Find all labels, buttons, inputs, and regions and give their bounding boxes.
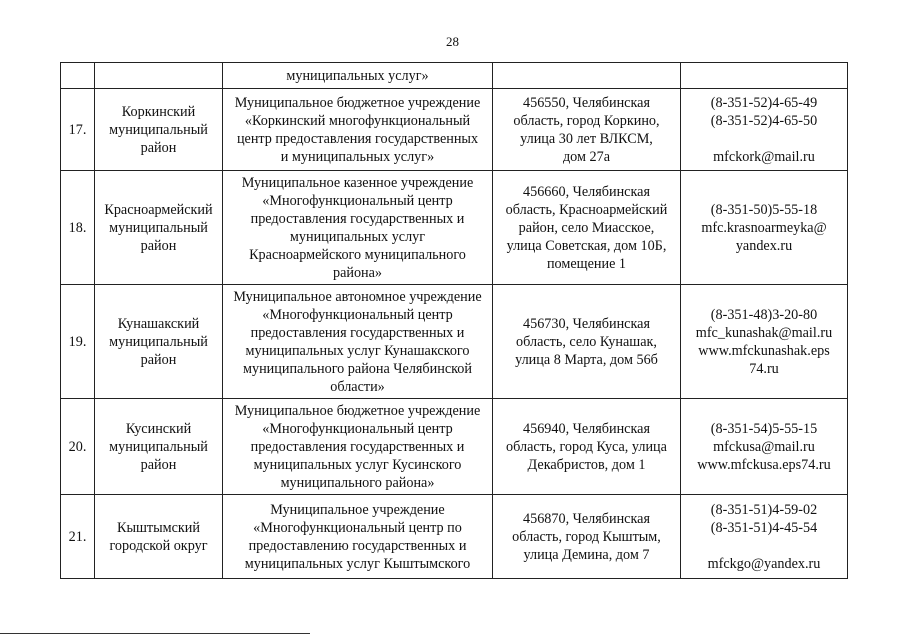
- cell-address: [493, 63, 681, 89]
- cell-area: [95, 495, 223, 579]
- contact-line: www.mfckusa.eps74.ru: [697, 456, 831, 473]
- table-row: [61, 89, 848, 171]
- cell-num: [61, 399, 95, 495]
- organization-line: муниципальных услуг Кунашакского: [245, 342, 470, 359]
- address-line: 456940, Челябинская: [523, 420, 650, 437]
- organization-line: «Многофункциональный центр: [262, 192, 453, 209]
- area-line: городской округ: [109, 537, 208, 554]
- area-line: муниципальный: [109, 438, 208, 455]
- cell-contacts: [681, 399, 848, 495]
- organization-line: муниципального района Челябинской: [243, 360, 472, 377]
- cell-num: [61, 495, 95, 579]
- area-line: район: [140, 456, 177, 473]
- cell-contacts: [681, 495, 848, 579]
- cell-contacts: [681, 63, 848, 89]
- organization-line: Муниципальное автономное учреждение: [233, 288, 482, 305]
- area-line: муниципальный: [109, 121, 208, 138]
- address-line: 456550, Челябинская: [523, 94, 650, 111]
- table-row: [61, 285, 848, 399]
- cell-area: [95, 89, 223, 171]
- organization-line: предоставления государственных и: [250, 324, 465, 341]
- area-line: район: [140, 351, 177, 368]
- contact-line: www.mfckunashak.eps: [698, 342, 830, 359]
- contact-line: mfc.krasnoarmeyka@: [701, 219, 827, 236]
- cell-address: [493, 285, 681, 399]
- organization-line: предоставления государственных и: [250, 210, 465, 227]
- area-line: муниципальный: [109, 219, 208, 236]
- contact-line: 74.ru: [749, 360, 779, 377]
- area-line: район: [140, 237, 177, 254]
- page-number: 28: [446, 34, 459, 49]
- cell-area: [95, 285, 223, 399]
- organization-line: «Многофункциональный центр: [262, 306, 453, 323]
- blank-line: [683, 537, 845, 555]
- area-line: Кыштымский: [116, 519, 200, 536]
- mfc-registry-table: [60, 62, 848, 579]
- address-line: область, Красноармейский: [505, 201, 668, 218]
- organization-line: Муниципальное казенное учреждение: [241, 174, 474, 191]
- area-line: Кунашакский: [117, 315, 200, 332]
- organization-line: Муниципальное бюджетное учреждение: [234, 402, 481, 419]
- contact-line: (8-351-50)5-55-18: [710, 201, 818, 218]
- address-line: 456870, Челябинская: [523, 510, 650, 527]
- cell-address: [493, 495, 681, 579]
- organization-line: «Многофункциональный центр: [262, 420, 453, 437]
- organization-line: предоставлению государственных и: [248, 537, 467, 554]
- contact-line: mfckgo@yandex.ru: [707, 555, 821, 572]
- organization-line: муниципального района»: [280, 474, 435, 491]
- area-line: муниципальный: [109, 333, 208, 350]
- cell-organization: [223, 495, 493, 579]
- address-line: помещение 1: [546, 255, 627, 272]
- address-line: 456730, Челябинская: [523, 315, 650, 332]
- cell-num: [61, 89, 95, 171]
- table-row: [61, 495, 848, 579]
- contact-line: yandex.ru: [735, 237, 793, 254]
- row-number: 18.: [68, 219, 87, 236]
- table-row: [61, 399, 848, 495]
- address-line: улица 30 лет ВЛКСМ,: [520, 130, 653, 147]
- row-number: 19.: [68, 333, 87, 350]
- contact-line: (8-351-51)4-59-02: [710, 501, 818, 518]
- address-line: район, село Миасское,: [518, 219, 655, 236]
- organization-line: центр предоставления государственных: [236, 130, 479, 147]
- address-line: дом 27а: [562, 148, 611, 165]
- row-number: 21.: [68, 528, 87, 545]
- address-line: улица 8 Марта, дом 56б: [515, 351, 658, 368]
- continuation-row: [61, 63, 848, 89]
- cell-contacts: [681, 171, 848, 285]
- organization-line: и муниципальных услуг»: [280, 148, 435, 165]
- address-line: область, город Кыштым,: [512, 528, 661, 545]
- area-line: Красноармейский: [104, 201, 213, 218]
- organization-line: Муниципальное учреждение: [270, 501, 445, 518]
- blank-line: [683, 130, 845, 148]
- address-line: 456660, Челябинская: [523, 183, 650, 200]
- organization-line: «Коркинский многофункциональный: [244, 112, 471, 129]
- area-line: Коркинский: [121, 103, 196, 120]
- cell-address: [493, 89, 681, 171]
- address-line: улица Советская, дом 10Б,: [506, 237, 667, 254]
- row-number: 20.: [68, 438, 87, 455]
- organization-line: Муниципальное бюджетное учреждение: [234, 94, 481, 111]
- table-row: [61, 171, 848, 285]
- cell-contacts: [681, 285, 848, 399]
- cell-organization: [223, 399, 493, 495]
- contact-line: (8-351-54)5-55-15: [710, 420, 818, 437]
- area-line: Кусинский: [125, 420, 192, 437]
- address-line: улица Демина, дом 7: [523, 546, 650, 563]
- cell-area: [95, 399, 223, 495]
- organization-line: «Многофункциональный центр по: [253, 519, 462, 536]
- cell-contacts: [681, 89, 848, 171]
- organization-line: муниципальных услуг Кусинского: [253, 456, 462, 473]
- cell-organization: [223, 285, 493, 399]
- cell-area: [95, 63, 223, 89]
- cell-organization: [223, 63, 493, 89]
- contact-line: (8-351-52)4-65-50: [710, 112, 818, 129]
- address-line: Декабристов, дом 1: [527, 456, 646, 473]
- organization-line: Красноармейского муниципального: [249, 246, 466, 263]
- cell-address: [493, 399, 681, 495]
- contact-line: (8-351-52)4-65-49: [710, 94, 818, 111]
- address-line: область, село Кунашак,: [516, 333, 657, 350]
- contact-line: mfckusa@mail.ru: [713, 438, 815, 455]
- organization-line: муниципальных услуг Кыштымского: [244, 555, 471, 572]
- organization-line: муниципальных услуг: [289, 228, 426, 245]
- cell-address: [493, 171, 681, 285]
- cell-num: [61, 285, 95, 399]
- organization-line: района»: [332, 264, 383, 281]
- cell-organization: [223, 171, 493, 285]
- row-number: 17.: [68, 121, 87, 138]
- contact-line: (8-351-48)3-20-80: [710, 306, 818, 323]
- organization-line: предоставления государственных и: [250, 438, 465, 455]
- address-line: область, город Коркино,: [513, 112, 660, 129]
- cell-organization: [223, 89, 493, 171]
- address-line: область, город Куса, улица: [506, 438, 667, 455]
- cell-num: [61, 171, 95, 285]
- contact-line: (8-351-51)4-45-54: [710, 519, 818, 536]
- footnote-divider: [0, 633, 310, 634]
- contact-line: mfckork@mail.ru: [713, 148, 815, 165]
- area-line: район: [140, 139, 177, 156]
- contact-line: mfc_kunashak@mail.ru: [695, 324, 833, 341]
- organization-line: муниципальных услуг»: [286, 67, 429, 84]
- cell-area: [95, 171, 223, 285]
- cell-num: [61, 63, 95, 89]
- organization-line: области»: [330, 378, 385, 395]
